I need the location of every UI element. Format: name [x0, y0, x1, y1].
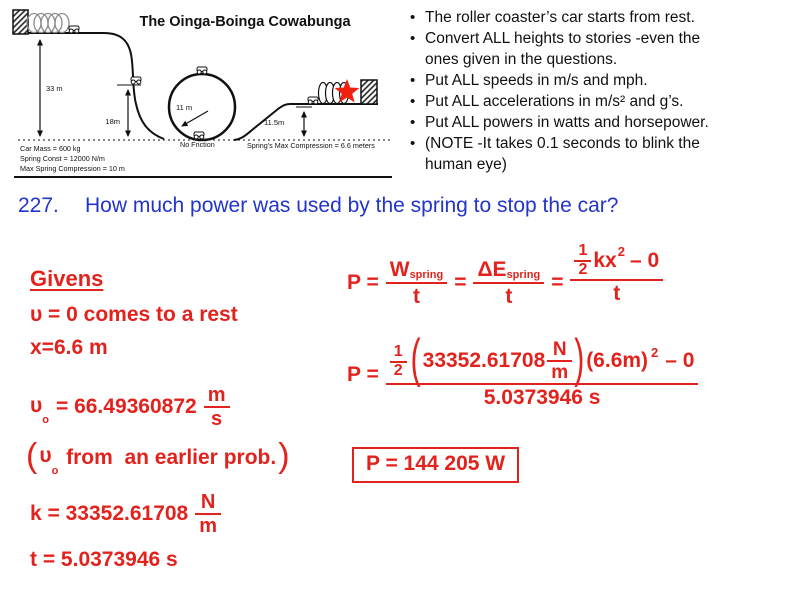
den-t: t: [386, 282, 447, 308]
squared-sup: 2: [617, 244, 625, 260]
unit-denominator: m: [547, 360, 572, 382]
unit-denominator: m: [195, 513, 221, 536]
givens-heading: Givens: [30, 266, 104, 291]
left-spring-icon: [27, 14, 69, 33]
given-t: t = 5.0373946 s: [30, 548, 178, 571]
instruction-text: The roller coaster’s car starts from rest.: [425, 9, 695, 26]
question-text: How much power was used by the spring to stop the car?: [85, 194, 619, 217]
unit-numerator: N: [200, 491, 216, 513]
one-half-fraction: [574, 243, 591, 278]
delta-e-spring: ΔE $_{spring}$: [477, 257, 541, 282]
note-symbol: $\upsilon_o$: [39, 444, 59, 477]
big-fraction: [386, 330, 699, 409]
instruction-line: [408, 28, 788, 49]
fraction-w-over-t: [386, 258, 447, 308]
k-unit-fraction: [195, 492, 221, 536]
instruction-line: [408, 49, 788, 70]
unit-numerator: m: [207, 384, 226, 406]
instruction-line: [408, 112, 788, 133]
equals-sign: =: [454, 271, 467, 295]
half-den: 2: [574, 260, 591, 278]
car-icon-right: [308, 97, 318, 104]
open-paren: (: [26, 437, 38, 475]
fraction-de-over-t: [473, 258, 544, 308]
given-k: [30, 492, 221, 536]
track-ramp-path: [234, 104, 378, 140]
tall-close-paren: ): [574, 330, 585, 388]
coaster-diagram: [0, 0, 400, 180]
instruction-line: [408, 133, 788, 154]
k-value: 33352.61708: [422, 349, 546, 373]
note-text: from an earlier prob.: [60, 445, 277, 469]
w-spring: W $_{spring}$: [389, 257, 444, 282]
given-note: [26, 438, 290, 477]
instruction-text: ones given in the questions.: [425, 51, 618, 68]
coaster-diagram-svg: [0, 0, 400, 180]
minus-zero: – 0: [629, 248, 660, 272]
instruction-text: (NOTE -It takes 0.1 seconds to blink the: [425, 135, 700, 152]
given-x: x=6.6 m: [30, 336, 108, 359]
k-value: k = 33352.61708: [30, 502, 189, 525]
car-icon-top: [69, 26, 79, 33]
half-num: 1: [393, 342, 403, 360]
close-paren: ): [278, 437, 290, 475]
instruction-line: [408, 7, 788, 28]
x-term: (6.6m): [586, 349, 649, 373]
height-33-label: 33 m: [46, 84, 63, 93]
half-den: 2: [390, 361, 407, 379]
minus-zero: – 0: [665, 349, 695, 373]
question-row: [18, 194, 618, 218]
given-v-rest: υ = 0 comes to a rest: [30, 303, 238, 326]
instruction-text: Convert ALL heights to stories -even the: [425, 30, 701, 47]
p1-lhs: P =: [347, 271, 379, 295]
answer-row: [352, 447, 519, 483]
kx-term: kx: [593, 248, 617, 272]
car-icon-slope: [131, 77, 141, 84]
one-half-fraction: [390, 344, 407, 379]
big-numerator: [386, 330, 699, 388]
left-wall: [13, 10, 28, 34]
question-number: 227.: [18, 194, 59, 217]
diagram-title: The Oinga-Boinga Cowabunga: [139, 14, 351, 30]
right-wall: [361, 80, 377, 104]
half-num: 1: [578, 242, 588, 259]
unit-denominator: s: [204, 406, 230, 429]
loop-radius-label: 11 m: [176, 103, 193, 112]
unit-numerator: N: [552, 339, 567, 360]
max-spring-label: Max Spring Compression = 10 m: [20, 164, 125, 173]
instruction-line: [408, 91, 788, 112]
unit-n-over-m: [547, 340, 572, 382]
v0-symbol: $\upsilon_o$: [30, 393, 49, 427]
v0-value: = 66.49360872: [55, 395, 197, 418]
loop-radius-arrow: [182, 111, 208, 126]
den-t: t: [473, 282, 544, 308]
given-v0: [30, 385, 230, 429]
car-icon-loop-bottom: [194, 132, 204, 139]
instruction-text: Put ALL speeds in m/s and mph.: [425, 72, 648, 89]
squared-sup: 2: [651, 344, 659, 360]
height-115-label: 11.5m: [264, 118, 285, 127]
p2-lhs: P =: [347, 362, 379, 386]
answer-box: P = 144 205 W: [352, 447, 519, 483]
spring-max-right-label: Spring's Max Compression = 6.6 meters: [247, 141, 375, 150]
height-18-label: 18m: [105, 117, 120, 126]
big-denominator: 5.0373946 s: [386, 383, 699, 409]
fraction-kx2-over-t: [570, 243, 663, 305]
no-friction-label: No Friction: [180, 140, 215, 149]
v0-unit-fraction: [204, 385, 230, 429]
instruction-text: Put ALL powers in watts and horsepower.: [425, 114, 709, 131]
kx2-numerator: [570, 243, 663, 279]
car-mass-label: Car Mass = 600 kg: [20, 144, 81, 153]
instruction-text: human eye): [425, 156, 507, 173]
instruction-text: Put ALL accelerations in m/s² and g’s.: [425, 93, 684, 110]
instructions-list: [408, 7, 788, 175]
instruction-line: [408, 70, 788, 91]
equals-sign: =: [551, 271, 564, 295]
spring-const-label: Spring Const = 12000 N/m: [20, 154, 105, 163]
den-t: t: [570, 279, 663, 305]
equation-2: [347, 330, 698, 409]
instruction-line: [408, 154, 788, 175]
equation-1: [347, 242, 663, 314]
tall-open-paren: (: [410, 330, 421, 388]
